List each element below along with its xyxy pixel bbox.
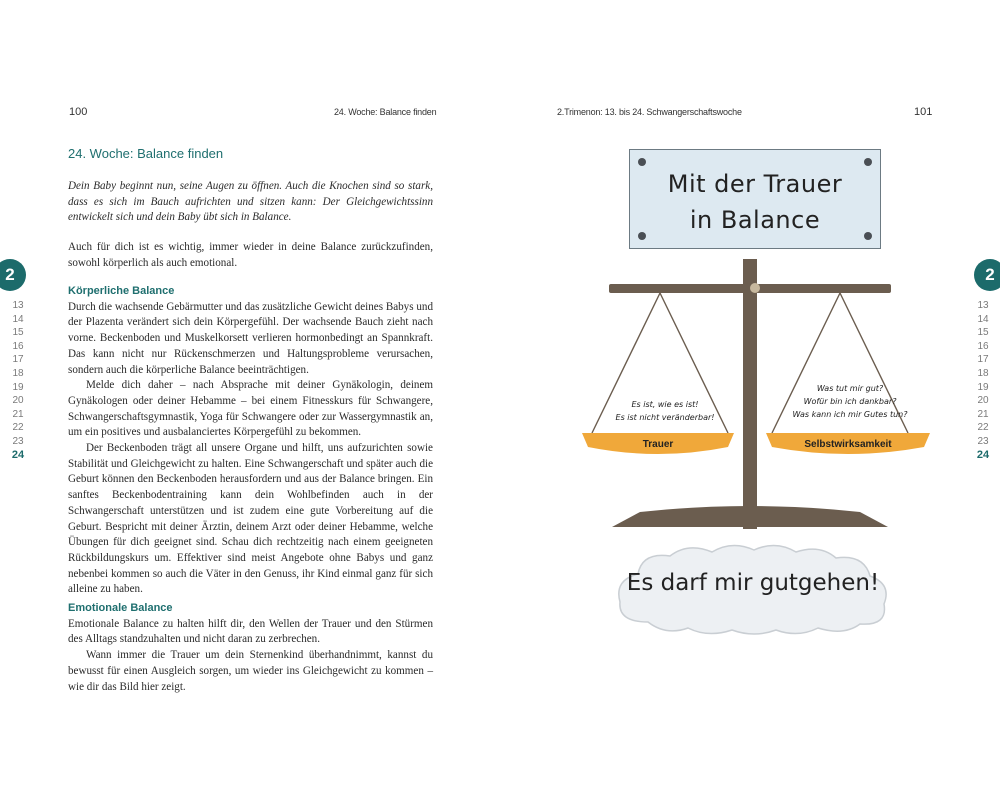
week-number[interactable]: 19 xyxy=(12,381,24,393)
week-index-left xyxy=(6,299,30,462)
week-number[interactable]: 16 xyxy=(977,340,989,352)
week-index-right xyxy=(971,299,995,462)
running-header: 24. Woche: Balance finden xyxy=(334,107,437,117)
sign-text xyxy=(630,166,880,238)
section-physical-balance xyxy=(68,284,433,598)
scale-pivot xyxy=(750,283,760,293)
pan-note-line: Wofür bin ich dankbar? xyxy=(803,397,897,406)
page-title: 24. Woche: Balance finden xyxy=(68,146,224,161)
pan-note-line: Es ist nicht veränderbar! xyxy=(615,413,715,422)
page-number: 100 xyxy=(69,106,88,118)
week-number[interactable]: 20 xyxy=(977,395,989,407)
section-heading: Körperliche Balance xyxy=(68,285,175,297)
chapter-tab[interactable]: 2 xyxy=(0,259,26,291)
section-emotional-balance xyxy=(68,601,433,695)
scale-post xyxy=(743,259,757,529)
week-number[interactable]: 21 xyxy=(977,408,989,420)
body-paragraph: Wann immer die Trauer um dein Sternenkind überhandnimmt, kannst du bewusst für einen Ausgleich sorgen, um wieder ins Gleichgewicht zu kommen – wie dir das Bild hier zeigt. xyxy=(68,649,433,693)
page-number: 101 xyxy=(914,106,933,118)
week-number[interactable]: 13 xyxy=(977,300,989,311)
pan-note-line: Was kann ich mir Gutes tun? xyxy=(792,410,908,419)
sign-line: in Balance xyxy=(689,206,821,234)
week-number[interactable]: 22 xyxy=(977,422,989,434)
week-number[interactable]: 23 xyxy=(12,435,24,447)
week-number[interactable]: 18 xyxy=(12,367,24,379)
screw-icon xyxy=(638,158,646,166)
pan-note-line: Es ist, wie es ist! xyxy=(631,400,699,409)
thought-cloud xyxy=(608,540,898,640)
week-number[interactable]: 14 xyxy=(12,313,24,325)
current-week-number[interactable]: 24 xyxy=(11,448,25,461)
body-paragraph: Der Beckenboden trägt all unsere Organe und hilft, uns aufzurichten sowie Stabilität und Gleichgewicht zu halten. Eine Schwangerschaft und später auch die Geburt können den Beckenboden herausfordern und aus der Balance bringen. Ein sanftes Beckenbodentraining kann dein Wohlbefinden auch in der Schwangerschaft unterstützen und ist zudem eine gute Vorbereitung auf die Geburt. Bespricht mit deiner Ärztin, deinem Arzt oder deiner Hebamme, welche Übungen für dich geeignet sind. Schau dich rechtzeitig nach einem geeigneten Rückbildungskurs um. Effektiver sind meist Angebote ohne Babys und ganz nebenbei kommen so auch die Väter in den Genuss, ihr Kind einmal ganz für sich alleine zu haben. xyxy=(68,442,433,596)
running-header: 2.Trimenon: 13. bis 24. Schwangerschaftswoche xyxy=(557,107,742,117)
week-number[interactable]: 16 xyxy=(12,340,24,352)
body-paragraph: Emotionale Balance zu halten hilft dir, den Wellen der Trauer und den Stürmen des Alltags standzuhalten und nicht daran zu zerbrechen. xyxy=(68,617,433,646)
lead-paragraph xyxy=(68,240,433,271)
week-number[interactable]: 15 xyxy=(12,327,24,339)
right-pan-notes xyxy=(788,382,912,421)
week-number[interactable]: 22 xyxy=(12,422,24,434)
title-sign xyxy=(629,149,881,249)
cloud-text: Es darf mir gutgehen! xyxy=(626,570,880,596)
week-number[interactable]: 14 xyxy=(977,313,989,325)
week-number[interactable]: 17 xyxy=(977,354,989,366)
week-number[interactable]: 21 xyxy=(12,408,24,420)
week-number[interactable]: 19 xyxy=(977,381,989,393)
sign-line: Mit der Trauer xyxy=(667,170,843,198)
week-number[interactable]: 18 xyxy=(977,367,989,379)
week-number[interactable]: 23 xyxy=(977,435,989,447)
week-number[interactable]: 13 xyxy=(12,300,24,311)
body-paragraph: Durch die wachsende Gebärmutter und das zusätzliche Gewicht deines Babys und der Plazenta verändert sich dein Körpergefühl. Der wachsende Bauch zieht nach vorne. Beckenboden und Muskelkorsett verlieren hormonbedingt an Spannkraft. Das kann nicht nur Rückenschmerzen und Haltungsprobleme verursachen, sondern auch die körperliche Balance beeinträchtigen. xyxy=(68,300,433,376)
week-number[interactable]: 17 xyxy=(12,354,24,366)
intro-text: Dein Baby beginnt nun, seine Augen zu öffnen. Auch die Knochen sind so stark, dass es sich im Bauch aufrichten und sitzen kann: Der Gleichgewichtssinn entwickelt sich und dein Baby übt sich in Balance. xyxy=(68,180,433,224)
left-pan-label: Trauer xyxy=(642,439,674,450)
current-week-number[interactable]: 24 xyxy=(976,448,990,461)
lead-text: Auch für dich ist es wichtig, immer wieder in deine Balance zurückzufinden, sowohl körperlich als auch emotional. xyxy=(68,241,433,269)
scale-beam xyxy=(609,284,891,293)
chapter-tab[interactable]: 2 xyxy=(974,259,1000,291)
left-pan-notes xyxy=(610,398,720,424)
body-paragraph: Melde dich daher – nach Absprache mit deiner Gynäkologin, deinem Gynäkologen oder deiner Hebamme – bei einem Fitnesskurs für Schwangere, Schwangerschaftsgymnastik, Yoga für Schwangere oder zur Wassergymnastik an, um ein positives und ausbalanciertes Körpergefühl zu bekommen. xyxy=(68,379,433,439)
pan-note-line: Was tut mir gut? xyxy=(816,384,884,393)
intro-paragraph xyxy=(68,179,433,226)
balance-scale-illustration xyxy=(500,250,1000,540)
scale-base xyxy=(612,506,888,527)
right-pan-label: Selbstwirksamkeit xyxy=(804,439,892,450)
week-number[interactable]: 15 xyxy=(977,327,989,339)
screw-icon xyxy=(864,158,872,166)
week-number[interactable]: 20 xyxy=(12,395,24,407)
right-page xyxy=(500,0,1000,800)
section-heading: Emotionale Balance xyxy=(68,602,173,614)
